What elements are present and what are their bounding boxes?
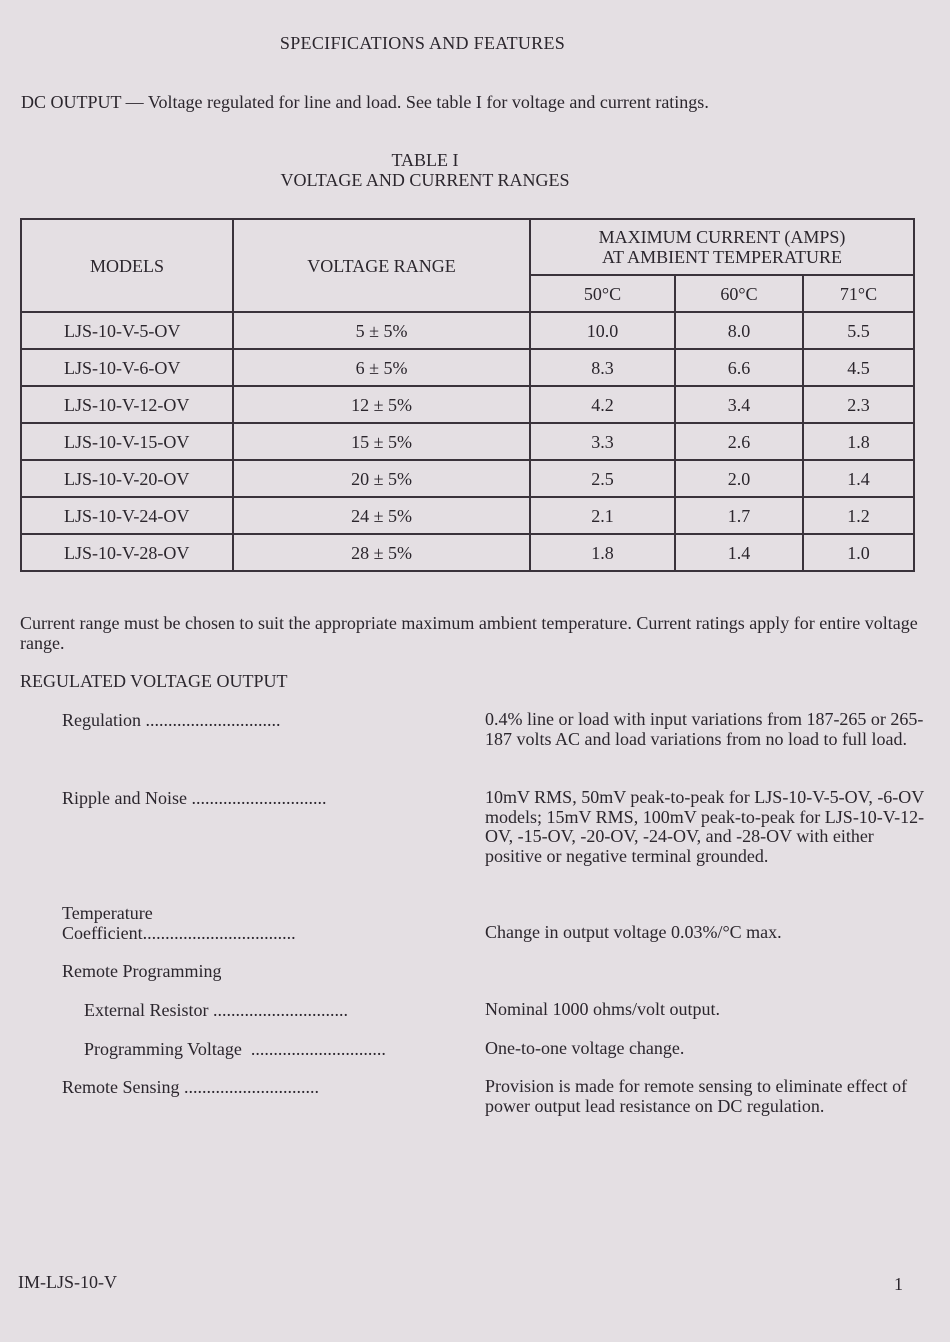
- voltage-range-cell: 28 ± 5%: [233, 534, 530, 571]
- table-row: [21, 349, 914, 386]
- regulation-value: 0.4% line or load with input variations from 187-265 or 265-187 volts AC and load variations from no load to full load.: [485, 709, 924, 749]
- current-71c-cell: 1.4: [803, 460, 914, 497]
- current-50c-cell: 2.1: [530, 497, 675, 534]
- header-max-current: [530, 219, 914, 275]
- current-50c-cell: 8.3: [530, 349, 675, 386]
- voltage-range-cell: 15 ± 5%: [233, 423, 530, 460]
- model-cell: LJS-10-V-5-OV: [21, 312, 233, 349]
- voltage-range-cell: 24 ± 5%: [233, 497, 530, 534]
- current-50c-cell: 2.5: [530, 460, 675, 497]
- document-code: IM-LJS-10-V: [18, 1272, 117, 1292]
- regulation-label: Regulation ..............................: [62, 710, 281, 730]
- current-60c-cell: 1.7: [675, 497, 803, 534]
- voltage-range-cell: 12 ± 5%: [233, 386, 530, 423]
- current-range-note: Current range must be chosen to suit the appropriate maximum ambient temperature. Current ratings apply for entire voltage range.: [20, 613, 918, 653]
- page-number: 1: [894, 1274, 903, 1294]
- table-row: [21, 312, 914, 349]
- remote-sensing-label: Remote Sensing ..............................: [62, 1077, 319, 1097]
- current-60c-cell: 6.6: [675, 349, 803, 386]
- model-cell: LJS-10-V-24-OV: [21, 497, 233, 534]
- current-50c-cell: 4.2: [530, 386, 675, 423]
- table-row: [21, 497, 914, 534]
- header-temp-50: 50°C: [530, 275, 675, 312]
- dc-output-paragraph: DC OUTPUT — Voltage regulated for line and load. See table I for voltage and current ratings.: [21, 92, 709, 112]
- table-row: [21, 534, 914, 571]
- table-title: VOLTAGE AND CURRENT RANGES: [280, 170, 570, 190]
- current-60c-cell: 2.0: [675, 460, 803, 497]
- model-cell: LJS-10-V-15-OV: [21, 423, 233, 460]
- header-models: MODELS: [21, 219, 233, 312]
- current-50c-cell: 3.3: [530, 423, 675, 460]
- temperature-coefficient-value: Change in output voltage 0.03%/°C max.: [485, 922, 782, 942]
- model-cell: LJS-10-V-20-OV: [21, 460, 233, 497]
- remote-programming-label: Remote Programming: [62, 961, 222, 981]
- model-cell: LJS-10-V-6-OV: [21, 349, 233, 386]
- current-71c-cell: 1.8: [803, 423, 914, 460]
- header-max-current-line1: MAXIMUM CURRENT (AMPS): [598, 227, 846, 247]
- current-60c-cell: 2.6: [675, 423, 803, 460]
- voltage-range-cell: 6 ± 5%: [233, 349, 530, 386]
- ripple-noise-value: 10mV RMS, 50mV peak-to-peak for LJS-10-V-5-OV, -6-OV models; 15mV RMS, 100mV peak-to-peak for LJS-10-V-12-OV, -15-OV, -20-OV, -24-OV, and -28-OV with either positive or negative terminal grounded.: [485, 787, 925, 866]
- table-row: [21, 386, 914, 423]
- current-71c-cell: 5.5: [803, 312, 914, 349]
- header-max-current-line2: AT AMBIENT TEMPERATURE: [601, 247, 843, 267]
- current-50c-cell: 10.0: [530, 312, 675, 349]
- external-resistor-value: Nominal 1000 ohms/volt output.: [485, 999, 721, 1019]
- current-71c-cell: 2.3: [803, 386, 914, 423]
- model-cell: LJS-10-V-12-OV: [21, 386, 233, 423]
- current-50c-cell: 1.8: [530, 534, 675, 571]
- table-row: [21, 423, 914, 460]
- programming-voltage-value: One-to-one voltage change.: [485, 1038, 685, 1058]
- external-resistor-label: External Resistor ..............................: [84, 1000, 348, 1020]
- current-71c-cell: 1.0: [803, 534, 914, 571]
- temperature-coefficient-label: Coefficient..................................: [62, 923, 296, 943]
- current-60c-cell: 3.4: [675, 386, 803, 423]
- header-temp-71: 71°C: [803, 275, 914, 312]
- current-71c-cell: 4.5: [803, 349, 914, 386]
- voltage-current-table: [20, 218, 915, 572]
- remote-sensing-value: Provision is made for remote sensing to eliminate effect of power output lead resistance on DC regulation.: [485, 1076, 908, 1116]
- page-heading: SPECIFICATIONS AND FEATURES: [279, 33, 566, 53]
- voltage-range-cell: 5 ± 5%: [233, 312, 530, 349]
- header-temp-60: 60°C: [675, 275, 803, 312]
- model-cell: LJS-10-V-28-OV: [21, 534, 233, 571]
- table-number: TABLE I: [391, 150, 459, 170]
- current-60c-cell: 1.4: [675, 534, 803, 571]
- table-row: [21, 460, 914, 497]
- current-71c-cell: 1.2: [803, 497, 914, 534]
- ripple-noise-label: Ripple and Noise ..............................: [62, 788, 327, 808]
- current-60c-cell: 8.0: [675, 312, 803, 349]
- voltage-range-cell: 20 ± 5%: [233, 460, 530, 497]
- header-voltage-range: VOLTAGE RANGE: [233, 219, 530, 312]
- temperature-label-line1: Temperature: [62, 903, 153, 923]
- programming-voltage-label: Programming Voltage ..............................: [84, 1039, 386, 1059]
- regulated-output-heading: REGULATED VOLTAGE OUTPUT: [20, 671, 288, 691]
